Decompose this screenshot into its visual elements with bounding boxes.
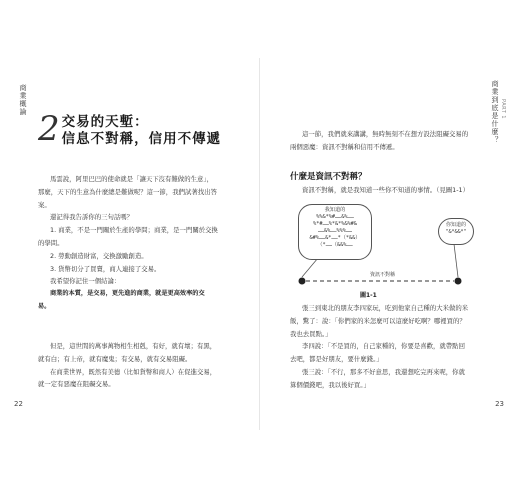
figure-information-asymmetry xyxy=(288,198,488,286)
bubble-line: （*……（&&%…… xyxy=(317,242,353,248)
bubble-line: ……&%……%%%…… xyxy=(317,228,353,234)
left-page xyxy=(4,58,260,430)
chapter-title-line1: 交易的天塹： xyxy=(61,114,149,130)
intro-text xyxy=(290,128,486,154)
page-number: 23 xyxy=(495,400,504,408)
right-page xyxy=(260,58,516,430)
running-head-part: PART 1 xyxy=(500,98,506,120)
section-text xyxy=(290,184,486,197)
running-head-title: 商業到底是什麼？ xyxy=(491,80,499,144)
key-conclusion: 商業的本質，是交易，更先進的商業，就是更高效率的交 xyxy=(50,290,205,298)
paragraph-line: 算個價錢吧，我以後好買。」 xyxy=(290,380,370,389)
page-number: 22 xyxy=(14,400,23,408)
bubble-title: 你知道的 xyxy=(445,222,466,228)
paragraph-line: 案。 xyxy=(38,200,51,209)
node-right xyxy=(455,278,462,285)
chapter-heading xyxy=(38,109,222,149)
paragraph-line: 還記得我告訴你的三句話嗎？ xyxy=(50,213,134,222)
paragraph-line: 資訊不對稱，就是我知道一些你不知道的事情。（見圖1-1） xyxy=(302,186,470,194)
paragraph-line: 我也去買點。」 xyxy=(290,329,332,338)
running-head xyxy=(490,80,506,144)
paragraph-line: 1. 商業，不是一門關於生產的學問；商業，是一門關於交換 xyxy=(50,226,218,235)
link-label: 資訊不對稱 xyxy=(370,272,396,278)
paragraph-line: 飯，驚了：說：「你們家的米怎麼可以這麼好吃啊？哪裡買的？ xyxy=(290,316,466,325)
body-text-upper xyxy=(38,173,228,314)
running-head: 商業概論 xyxy=(19,84,27,116)
paragraph-line: 張三說：「不行，那多不好意思，我還想吃完再來呢，你就 xyxy=(302,367,465,376)
paragraph-line: 3. 貨幣切分了買賣，商人連接了交易。 xyxy=(50,264,161,273)
pointer-line xyxy=(302,258,318,277)
body-text-lower xyxy=(290,302,486,392)
paragraph-line: 就有白；有上帝，就有魔鬼；有交易，就有交易阻礙。 xyxy=(38,354,192,363)
body-text-lower xyxy=(38,340,228,391)
paragraph-line: 在商業世界，既然有美德（比如貨幣和商人）在促進交易， xyxy=(50,367,217,376)
figure-caption: 圖1-1 xyxy=(360,292,377,299)
bubble-line: %*#……%*&*%&%#& xyxy=(313,221,357,227)
bubble-line: %%&*%#……&%…… xyxy=(316,214,354,220)
paragraph-line: 馬雲說，阿里巴巴的使命就是「讓天下沒有難做的生意」， xyxy=(50,175,213,183)
paragraph-line: 的學問。 xyxy=(38,238,64,247)
bubble-title: 我知道的 xyxy=(324,207,346,213)
section-title: 什麼是資訊不對稱？ xyxy=(290,172,367,182)
paragraph-line: 兩個惡魔：資訊不對稱和信用不傳遞。 xyxy=(290,142,399,151)
paragraph-line: 張三到東北的朋友李四家玩，吃到他家自己種的大米做的米 xyxy=(302,304,469,312)
paragraph-line: 就一定有惡魔在阻礙交易。 xyxy=(38,380,115,389)
paragraph-line: 但是，這世間的萬事萬物相生相剋，有好，就有壞；有黑， xyxy=(50,342,217,350)
bubble-line: &#%……&*……*（*&&） xyxy=(309,235,361,241)
pointer-line xyxy=(454,244,458,277)
chapter-number: 2 xyxy=(38,109,60,149)
book-spread xyxy=(4,58,516,430)
bubble-line: "&*&&*" xyxy=(445,228,467,235)
paragraph-line: 那麼，天下的生意為什麼總是難做呢？這一節，我們試著找出答 xyxy=(38,187,217,196)
chapter-title-line2: 信息不對稱，信用不傳遞 xyxy=(61,131,222,147)
paragraph-line: 2. 勞動創造財富，交換激勵創造。 xyxy=(50,251,148,260)
speech-bubble-you-know xyxy=(438,218,474,245)
node-left xyxy=(299,278,306,285)
speech-bubble-i-know xyxy=(298,204,372,260)
paragraph-line: 李四說：「不是買的，自己家種的，你要是喜歡，就帶點回 xyxy=(302,342,465,351)
paragraph-line: 去吧，都是好朋友，要什麼錢。」 xyxy=(290,355,383,364)
key-conclusion: 易。 xyxy=(38,302,51,310)
paragraph-line: 我希望你記住一個結論： xyxy=(50,277,121,286)
paragraph-line: 這一節，我們就來講講，無時無刻不在想方設法阻礙交易的 xyxy=(302,130,469,138)
